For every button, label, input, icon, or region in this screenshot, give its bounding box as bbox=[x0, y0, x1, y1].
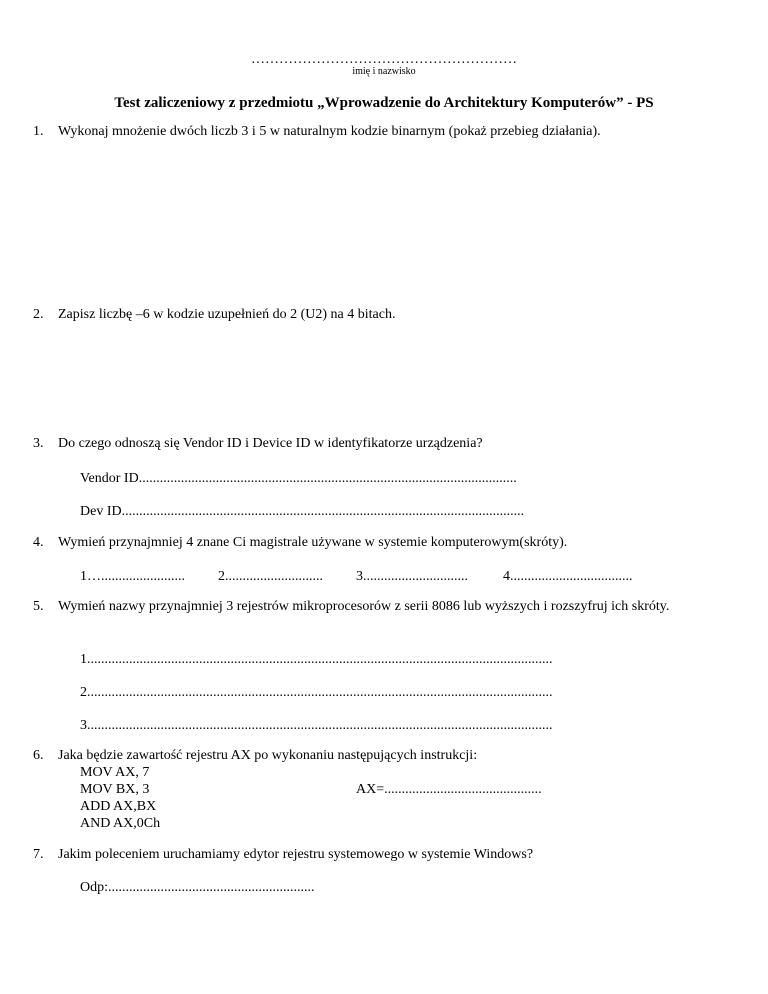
name-line: ………………………………………………… bbox=[251, 52, 517, 67]
answer-register-1: 1..................................................................................................................................... bbox=[80, 652, 553, 667]
question-5-number: 5. bbox=[33, 599, 44, 614]
question-7-number: 7. bbox=[33, 847, 44, 862]
answer-ax: AX=............................................. bbox=[356, 782, 542, 797]
code-line-4: AND AX,0Ch bbox=[80, 816, 161, 831]
code-line-3: ADD AX,BX bbox=[80, 799, 157, 814]
question-7-text: Jakim poleceniem uruchamiamy edytor rejestru systemowego w systemie Windows? bbox=[58, 847, 534, 862]
name-caption: imię i nazwisko bbox=[352, 66, 416, 77]
code-line-1: MOV AX, 7 bbox=[80, 765, 150, 780]
question-6-text: Jaka będzie zawartość rejestru AX po wykonaniu następujących instrukcji: bbox=[58, 748, 478, 763]
answer-bus-3: 3.............................. bbox=[356, 569, 468, 584]
answer-vendor-id: Vendor ID............................................................................................................ bbox=[80, 471, 517, 486]
question-6-number: 6. bbox=[33, 748, 44, 763]
question-2-number: 2. bbox=[33, 307, 44, 322]
answer-register-2: 2..................................................................................................................................... bbox=[80, 685, 553, 700]
question-2-text: Zapisz liczbę –6 w kodzie uzupełnień do 2 (U2) na 4 bitach. bbox=[58, 307, 396, 322]
question-3-number: 3. bbox=[33, 436, 44, 451]
answer-device-id: Dev ID................................................................................................................... bbox=[80, 504, 525, 519]
answer-bus-2: 2............................ bbox=[218, 569, 323, 584]
question-3-text: Do czego odnoszą się Vendor ID i Device ID w identyfikatorze urządzenia? bbox=[58, 436, 483, 451]
code-line-2: MOV BX, 3 bbox=[80, 782, 150, 797]
answer-bus-1: 1…........................ bbox=[80, 569, 185, 584]
question-4-text: Wymień przynajmniej 4 znane Ci magistrale używane w systemie komputerowym(skróty). bbox=[58, 535, 568, 550]
answer-bus-4: 4................................... bbox=[503, 569, 633, 584]
answer-register-3: 3..................................................................................................................................... bbox=[80, 718, 553, 733]
question-1-text: Wykonaj mnożenie dwóch liczb 3 i 5 w naturalnym kodzie binarnym (pokaż przebieg działania). bbox=[58, 124, 601, 139]
question-4-number: 4. bbox=[33, 535, 44, 550]
question-5-text: Wymień nazwy przynajmniej 3 rejestrów mikroprocesorów z serii 8086 lub wyższych i rozszyfruj ich skróty. bbox=[58, 599, 670, 614]
page-title: Test zaliczeniowy z przedmiotu „Wprowadzenie do Architektury Komputerów” - PS bbox=[114, 95, 654, 111]
answer-regedit: Odp:........................................................... bbox=[80, 880, 315, 895]
question-1-number: 1. bbox=[33, 124, 44, 139]
